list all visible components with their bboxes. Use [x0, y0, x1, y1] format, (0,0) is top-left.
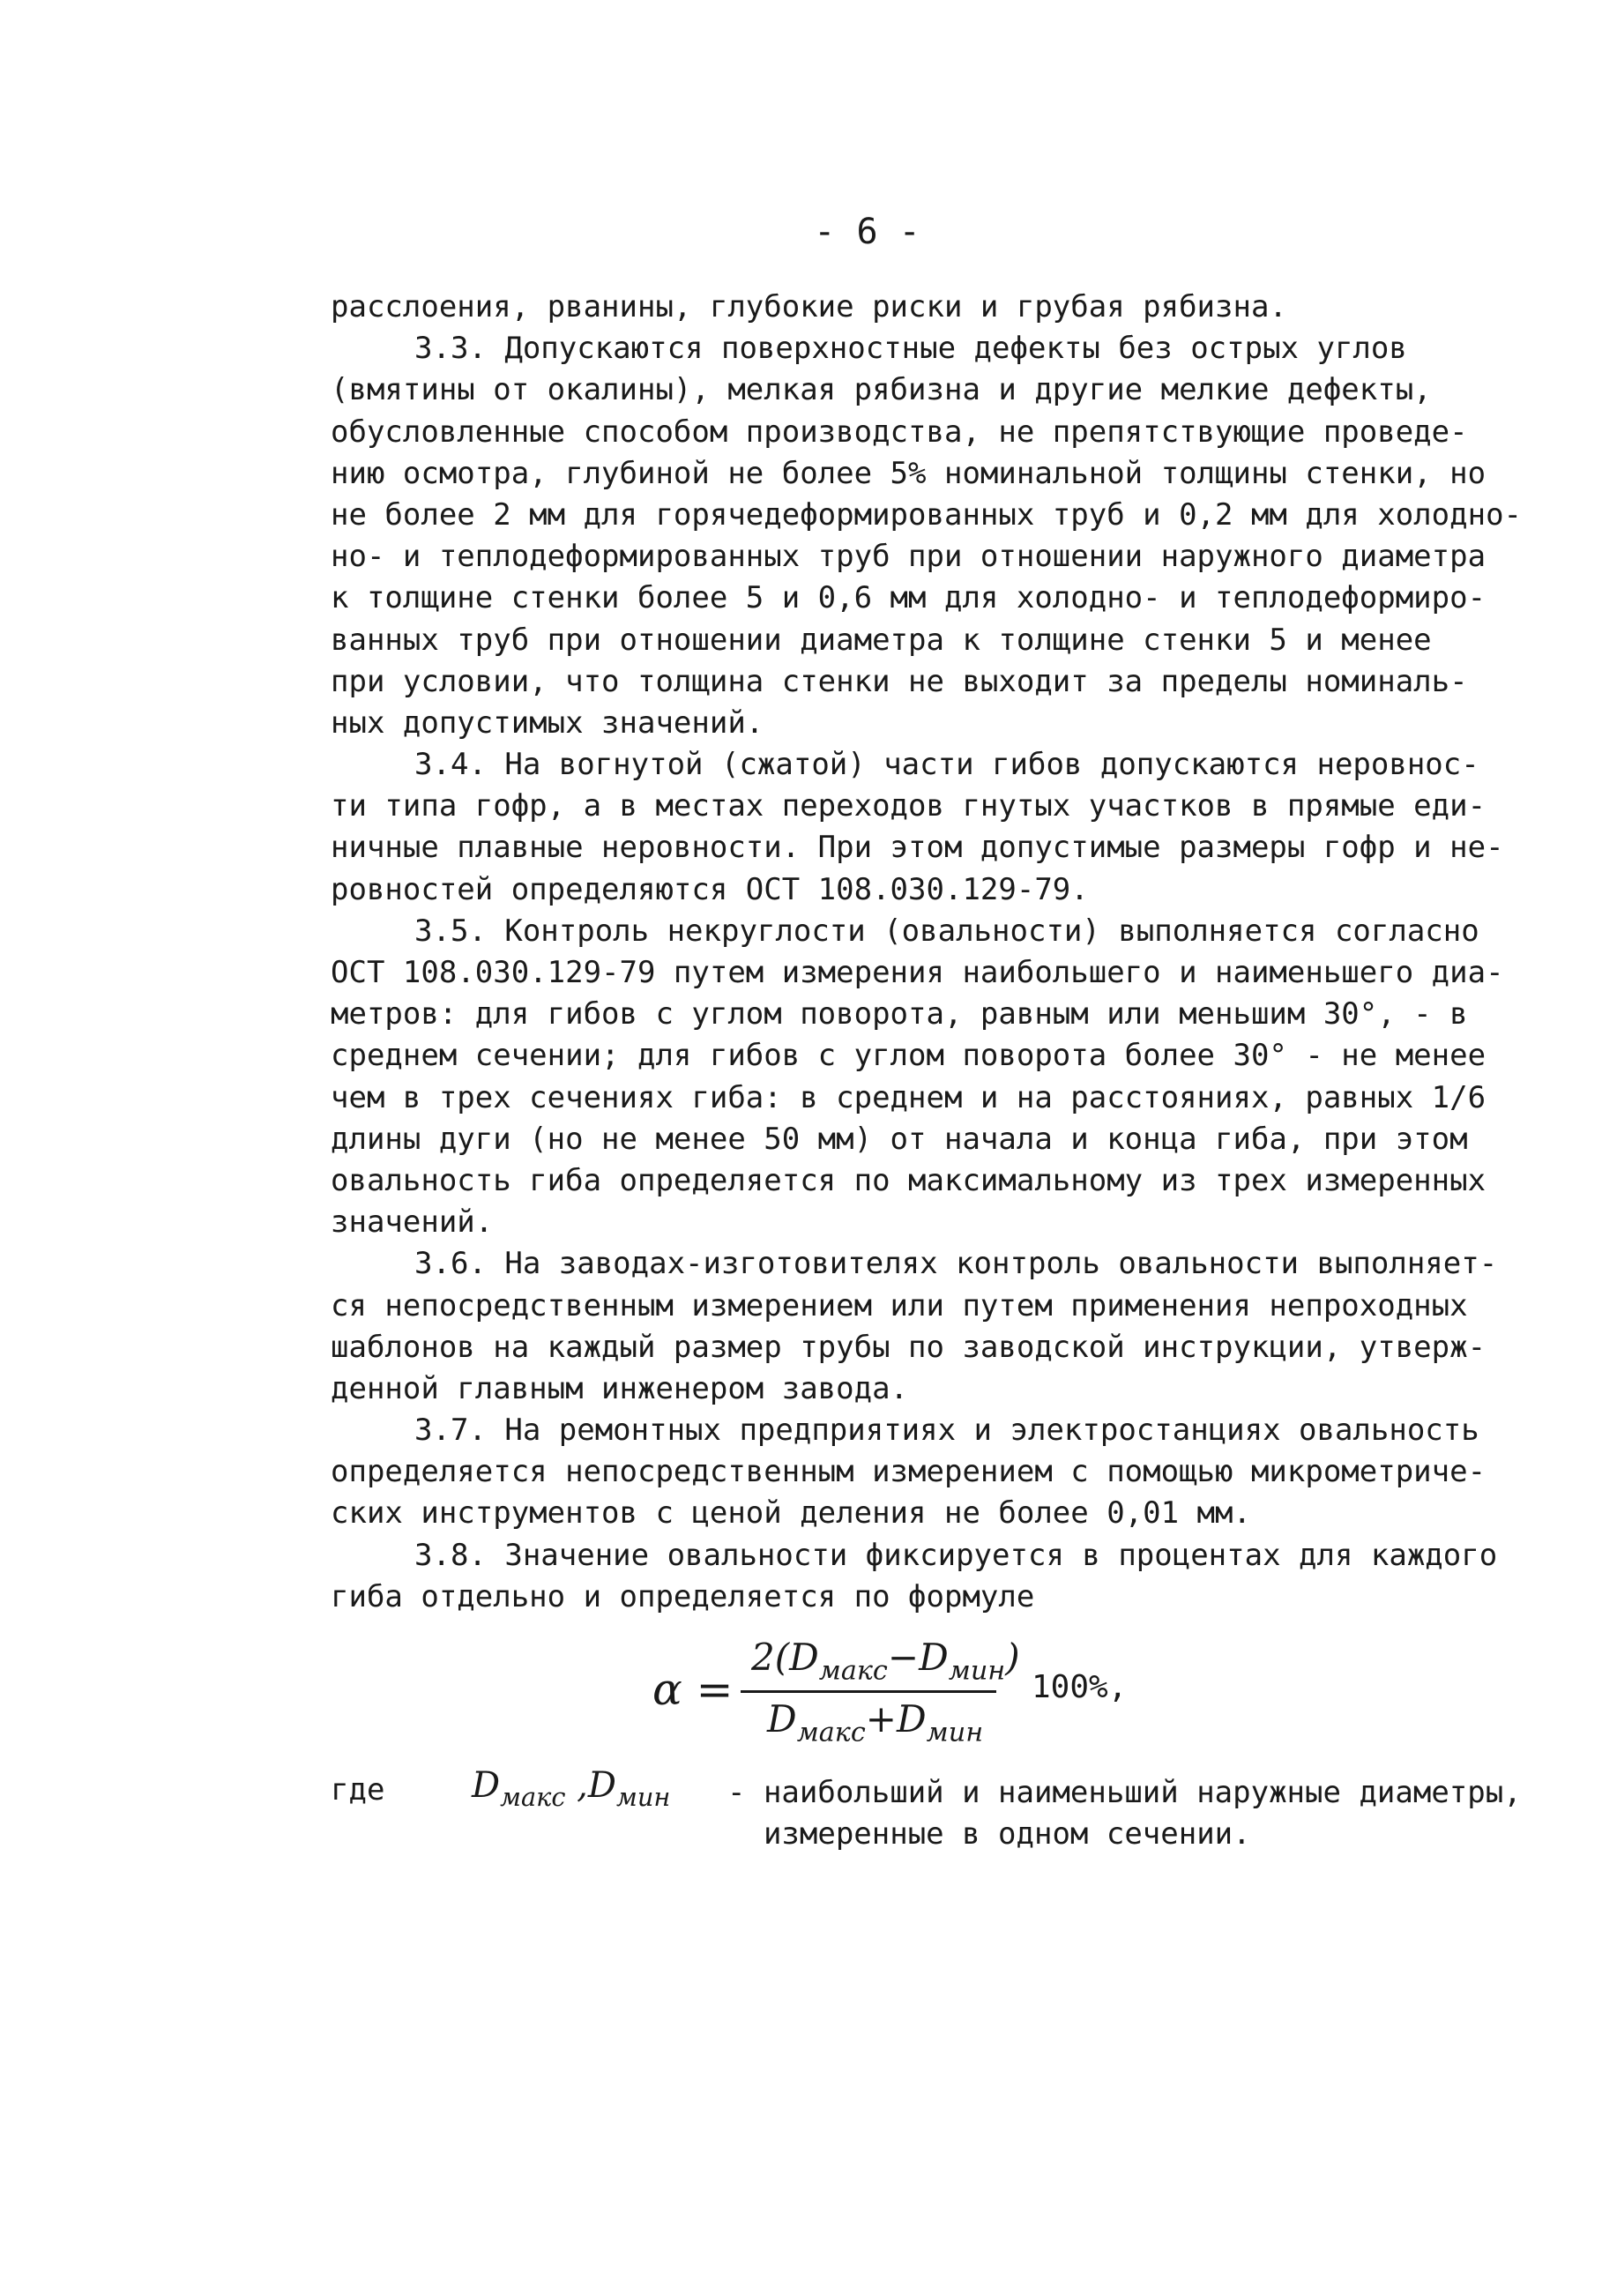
- text-line: к толщине стенки более 5 и 0,6 мм для холодно- и теплодеформиро-: [331, 580, 1487, 616]
- text-line: при условии, что толщина стенки не выходит за пределы номиналь-: [331, 663, 1468, 699]
- text-line: денной главным инженером завода.: [331, 1370, 909, 1406]
- text-line: но- и теплодеформированных труб при отношении наружного диаметра: [331, 539, 1487, 575]
- text-line: ровностей определяются ОСТ 108.030.129-79.: [331, 871, 1089, 907]
- text-line: 3.5. Контроль некруглости (овальности) выполняется согласно: [414, 913, 1479, 949]
- text-line: 3.4. На вогнутой (сжатой) части гибов допускаются неровнос-: [414, 747, 1479, 783]
- text-line: 3.8. Значение овальности фиксируется в процентах для каждого: [414, 1537, 1498, 1573]
- text-line: определяется непосредственным измерением с помощью микрометриче-: [331, 1454, 1487, 1490]
- text-line: овальность гиба определяется по максимальному из трех измеренных: [331, 1162, 1487, 1198]
- text-line: нию осмотра, глубиной не более 5% номинальной толщины стенки, но: [331, 455, 1487, 491]
- formula-lhs: α =: [652, 1664, 734, 1715]
- text-line: 3.3. Допускаются поверхностные дефекты без острых углов: [414, 331, 1407, 367]
- text-line: чем в трех сечениях гиба: в среднем и на расстояниях, равных 1/6: [331, 1079, 1487, 1115]
- text-line: ских инструментов с ценой деления не более 0,01 мм.: [331, 1495, 1251, 1532]
- text-line: значений.: [331, 1204, 494, 1241]
- where-variables: $D_{макс}$ $,D_{мин}$: [472, 1765, 671, 1813]
- text-line: шаблонов на каждый размер трубы по заводской инструкции, утверж-: [331, 1329, 1487, 1365]
- text-line: (вмятины от окалины), мелкая рябизна и другие мелкие дефекты,: [331, 372, 1432, 408]
- text-line: ти типа гофр, а в местах переходов гнутых участков в прямые еди-: [331, 788, 1487, 824]
- text-line: ванных труб при отношении диаметра к толщине стенки 5 и менее: [331, 622, 1432, 658]
- text-line: среднем сечении; для гибов с углом поворота более 30° - не менее: [331, 1038, 1487, 1074]
- text-line: 3.6. На заводах-изготовителях контроль овальности выполняет-: [414, 1246, 1498, 1282]
- text-line: расслоения, рванины, глубокие риски и грубая рябизна.: [331, 289, 1287, 324]
- page-number: - 6 -: [814, 212, 920, 252]
- body-text: [331, 287, 1523, 1618]
- formula-numerator: $2(D_{макс}-D_{мин})$: [751, 1636, 1020, 1687]
- text-line: не более 2 мм для горячедеформированных труб и 0,2 мм для холодно-: [331, 496, 1523, 533]
- text-line: гиба отдельно и определяется по формуле: [331, 1578, 1035, 1614]
- text-line: метров: для гибов с углом поворота, равным или меньшим 30°, - в: [331, 996, 1468, 1032]
- text-line: обусловленные способом производства, не препятствующие проведе-: [331, 414, 1468, 450]
- ovality-formula: [652, 1636, 1199, 1750]
- fraction-bar: [741, 1690, 996, 1693]
- where-legend: [331, 1765, 1522, 1869]
- formula-factor: 100%,: [1032, 1669, 1128, 1705]
- text-line: ничные плавные неровности. При этом допустимые размеры гофр и не-: [331, 830, 1504, 866]
- formula-denominator: $D_{макс}+D_{мин}$: [767, 1697, 984, 1748]
- text-line: 3.7. На ремонтных предприятиях и электростанциях овальность: [414, 1413, 1479, 1449]
- where-word: где: [331, 1772, 385, 1808]
- text-line: ся непосредственным измерением или путем применения непроходных: [331, 1287, 1468, 1323]
- text-line: длины дуги (но не менее 50 мм) от начала и конца гиба, при этом: [331, 1121, 1468, 1157]
- text-line: ных допустимых значений.: [331, 704, 764, 741]
- where-description: - наибольший и наименьший наружные диаметры, измеренные в одном сечении.: [727, 1775, 1522, 1852]
- text-line: ОСТ 108.030.129-79 путем измерения наибольшего и наименьшего диа-: [331, 955, 1504, 990]
